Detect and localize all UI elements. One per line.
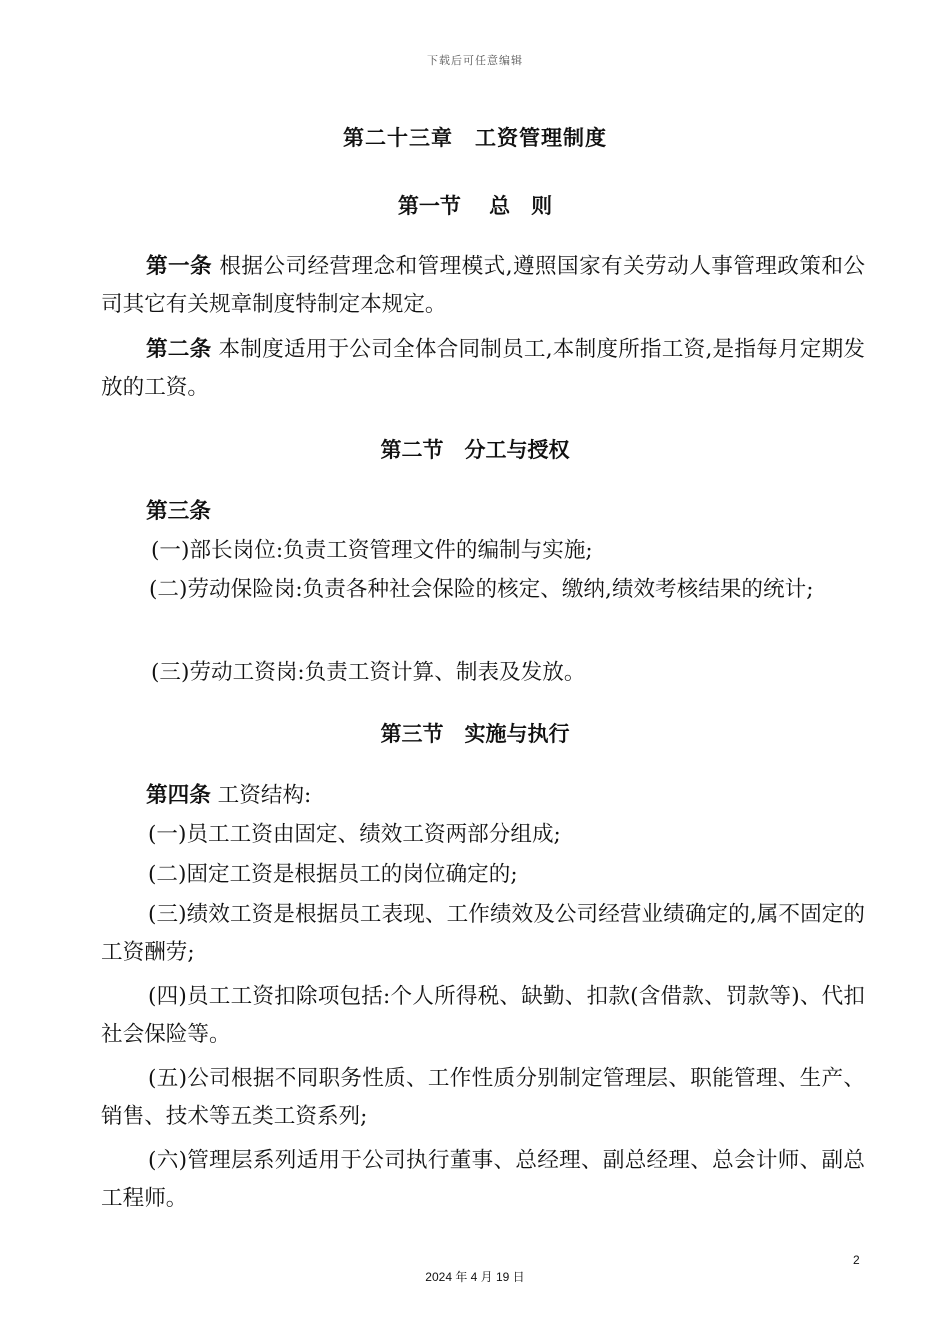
article-2-label: 第二条 bbox=[146, 337, 212, 362]
article-4 bbox=[101, 777, 865, 815]
article-1 bbox=[101, 248, 865, 323]
page-number: 2 bbox=[853, 1253, 860, 1267]
article-4-text: 工资结构: bbox=[217, 783, 312, 808]
article-4-item-6: (六)管理层系列适用于公司执行董事、总经理、副总经理、总会计师、副总工程师。 bbox=[101, 1148, 865, 1211]
article-1-text: 根据公司经营理念和管理模式,遵照国家有关劳动人事管理政策和公司其它有关规章制度特制定本规定。 bbox=[101, 254, 865, 317]
chapter-title: 第二十三章 工资管理制度 bbox=[343, 125, 607, 150]
article-4-item-1: (一)员工工资由固定、绩效工资两部分组成; bbox=[148, 822, 561, 847]
section-title-2: 第二节 分工与授权 bbox=[380, 437, 570, 462]
article-3-item-1: (一)部长岗位:负责工资管理文件的编制与实施; bbox=[151, 538, 593, 563]
article-1-label: 第一条 bbox=[146, 254, 213, 279]
page-header: 下载后可任意编辑 bbox=[427, 54, 523, 67]
article-4-item-2: (二)固定工资是根据员工的岗位确定的; bbox=[148, 862, 518, 887]
article-3-item-3: (三)劳动工资岗:负责工资计算、制表及发放。 bbox=[151, 660, 586, 685]
section-title-3: 第三节 实施与执行 bbox=[380, 721, 570, 746]
article-3-label: 第三条 bbox=[146, 499, 211, 524]
article-2 bbox=[101, 331, 865, 406]
footer-date: 2024 年 4 月 19 日 bbox=[425, 1270, 525, 1284]
article-4-item-5: (五)公司根据不同职务性质、工作性质分别制定管理层、职能管理、生产、销售、技术等五类工资系列; bbox=[101, 1066, 865, 1129]
article-4-item-3: (三)绩效工资是根据员工表现、工作绩效及公司经营业绩确定的,属不固定的工资酬劳; bbox=[101, 902, 865, 965]
article-4-item-4: (四)员工工资扣除项包括:个人所得税、缺勤、扣款(含借款、罚款等)、代扣社会保险等。 bbox=[101, 984, 865, 1047]
article-3-item-2: (二)劳动保险岗:负责各种社会保险的核定、缴纳,绩效考核结果的统计; bbox=[149, 577, 814, 602]
section-title-1: 第一节 总 则 bbox=[397, 193, 553, 218]
article-2-text: 本制度适用于公司全体合同制员工,本制度所指工资,是指每月定期发放的工资。 bbox=[101, 337, 865, 400]
article-4-label: 第四条 bbox=[146, 783, 211, 808]
article-3 bbox=[101, 493, 865, 531]
